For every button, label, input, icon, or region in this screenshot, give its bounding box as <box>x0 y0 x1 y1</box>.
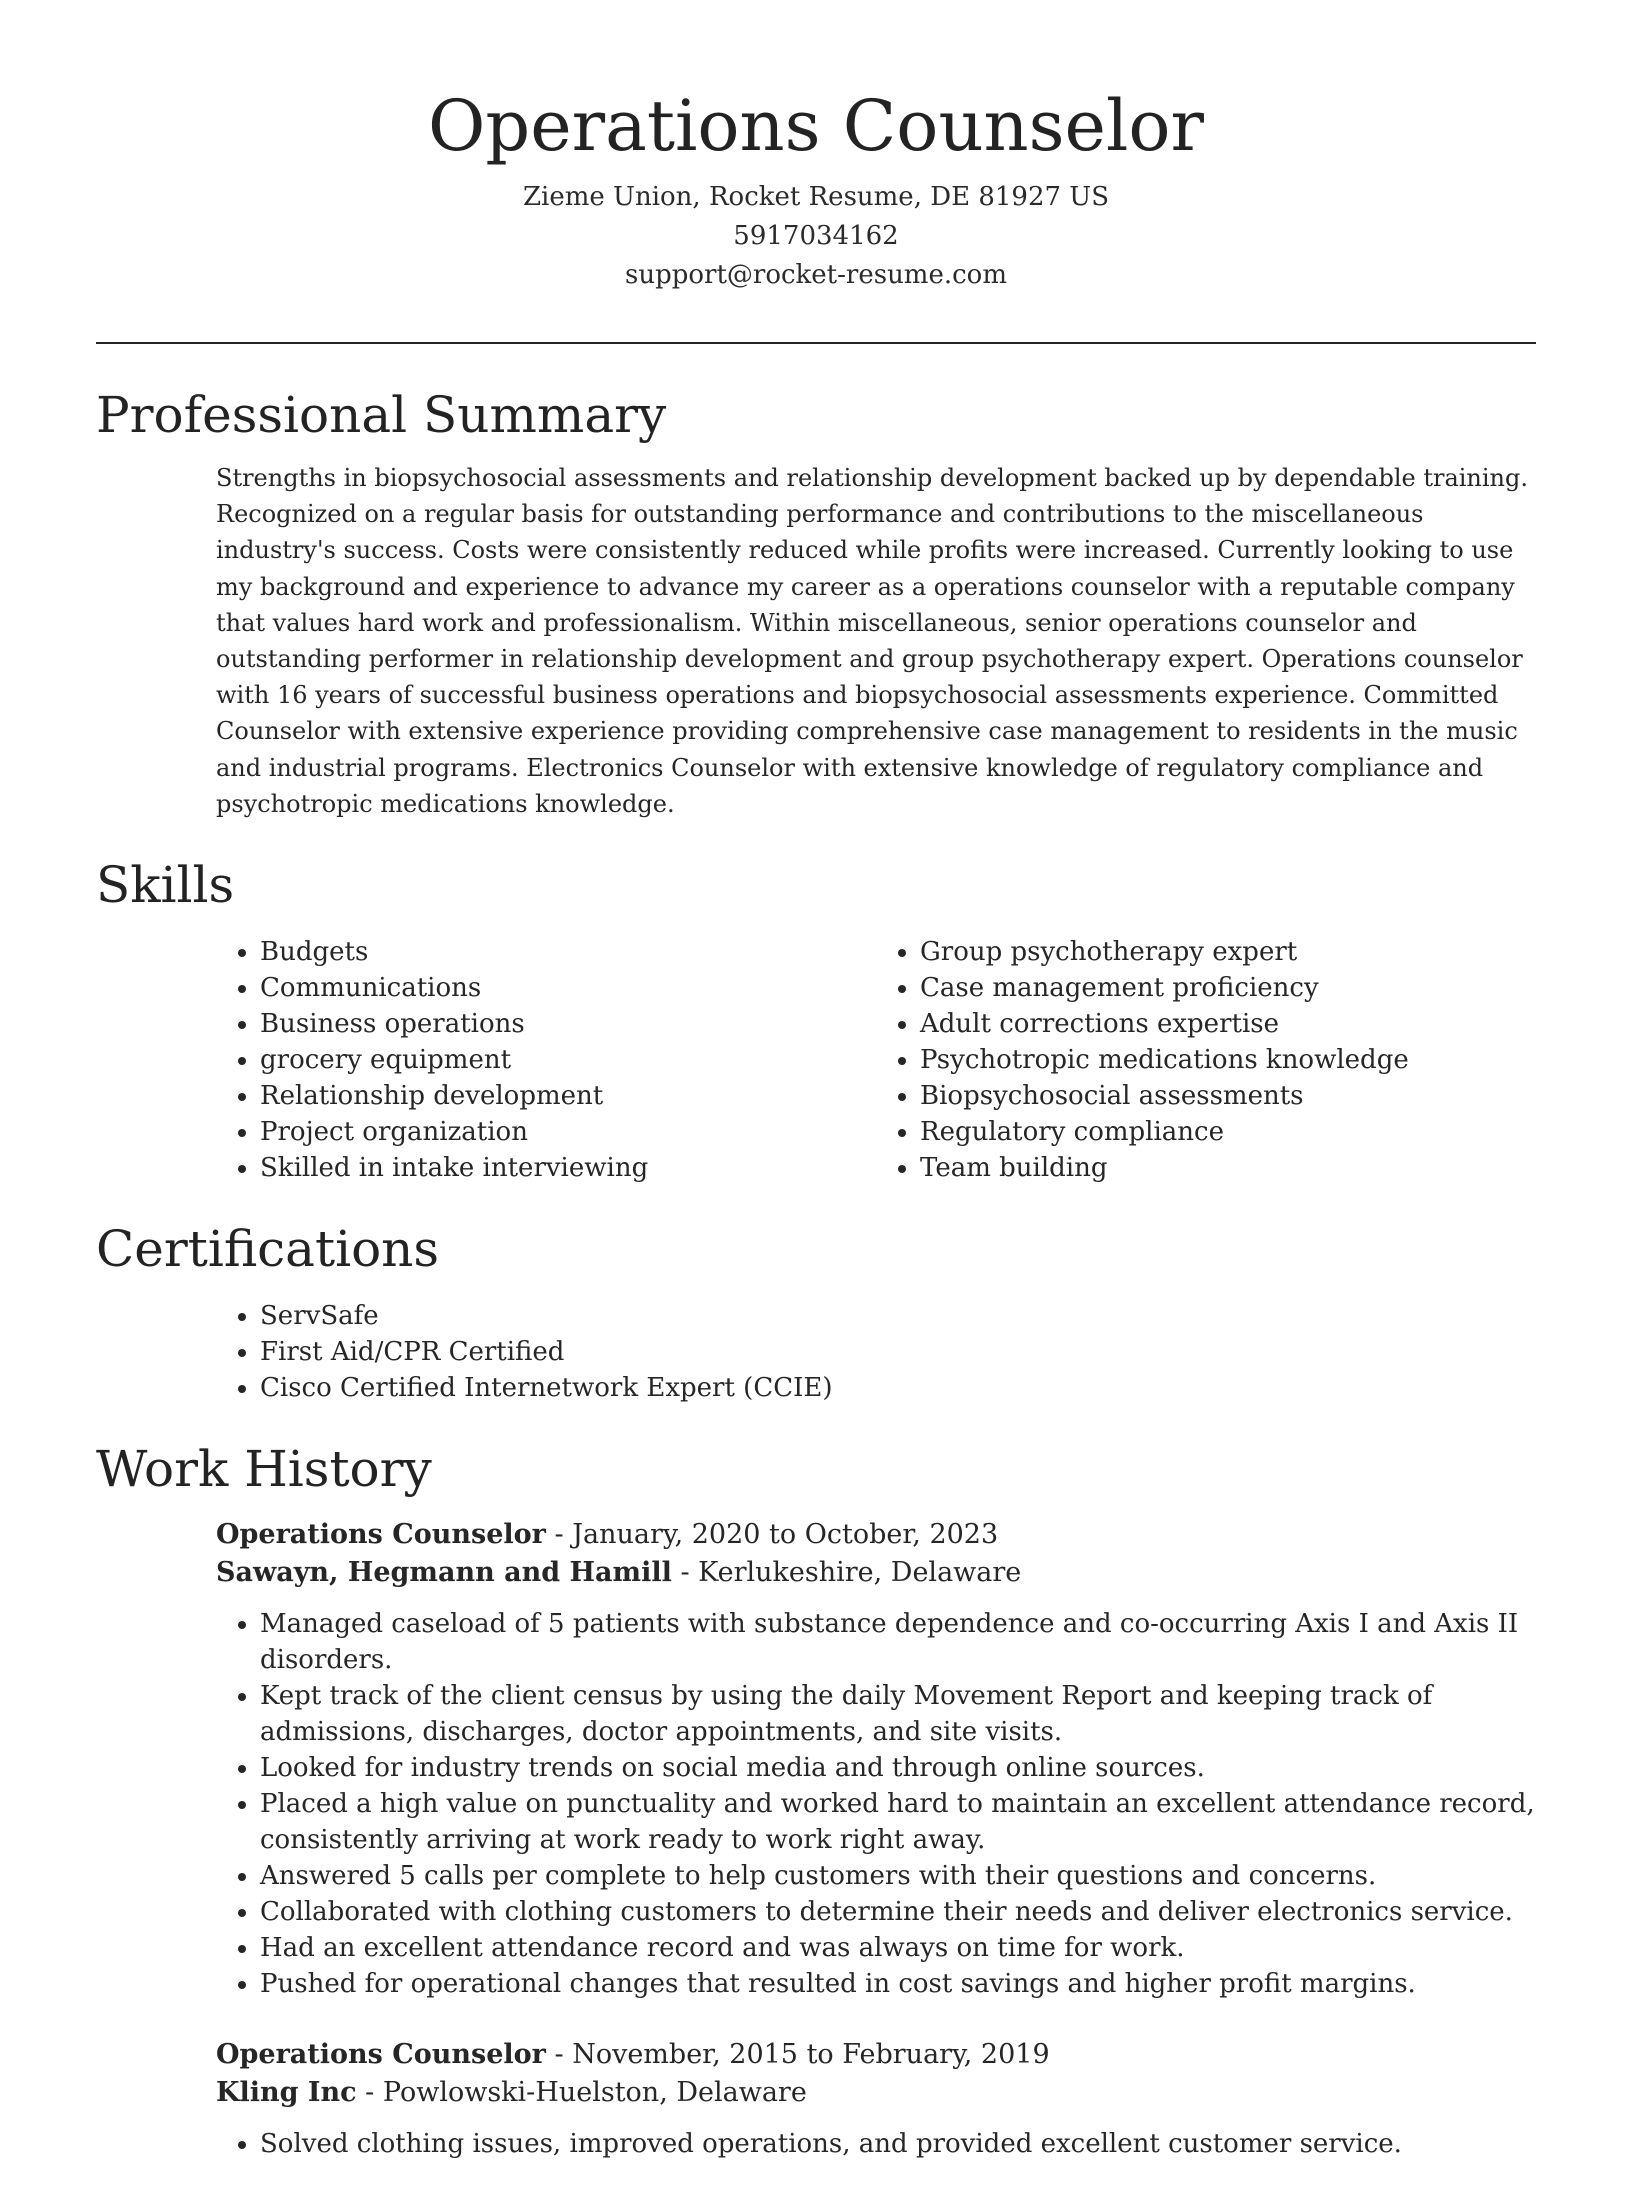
job-company: Sawayn, Hegmann and Hamill <box>216 1557 672 1589</box>
job-bullet: • Managed caseload of 5 patients with substance dependence and co-occurring Axis I and Axis II disorders. <box>260 1606 1536 1678</box>
job-bullet: • Pushed for operational changes that resulted in cost savings and higher profit margins. <box>260 1966 1536 2002</box>
job-bullet: • Looked for industry trends on social media and through online sources. <box>260 1750 1536 1786</box>
skill-item: • Project organization <box>260 1114 876 1150</box>
skill-item: • Relationship development <box>260 1078 876 1114</box>
resume-content <box>96 380 1536 2196</box>
skill-item: • Communications <box>260 970 876 1006</box>
skill-item: • Business operations <box>260 1006 876 1042</box>
skill-item: • grocery equipment <box>260 1042 876 1078</box>
job-company-line <box>216 2074 1536 2112</box>
skill-item: • Psychotropic medications knowledge <box>920 1042 1536 1078</box>
job-bullet: • Had an excellent attendance record and was always on time for work. <box>260 1930 1536 1966</box>
summary-heading: Professional Summary <box>96 386 667 444</box>
summary-text: Strengths in biopsychosocial assessments and relationship development backed up by dependable training. Recognized on a regular basis for outstanding performance and contributions to the miscellaneous industry's success. Costs were consistently reduced while profits were increased. Currently looking to use my background and experience to advance my career as a operations counselor with a reputable company that values hard work and professionalism. Within miscellaneous, senior operations counselor and outstanding performer in relationship development and group psychotherapy expert. Operations counselor with 16 years of successful business operations and biopsychosocial assessments experience. Committed Counselor with extensive experience providing comprehensive case management to residents in the music and industrial programs. Electronics Counselor with extensive knowledge of regulatory compliance and psychotropic medications knowledge. <box>216 464 1529 818</box>
skill-item: • Adult corrections expertise <box>920 1006 1536 1042</box>
work-history-heading: Work History <box>96 1440 432 1499</box>
contact-info <box>0 178 1632 295</box>
skills-heading: Skills <box>96 856 235 915</box>
job-bullets <box>216 1606 1536 2002</box>
job-location: - Powlowski-Huelston, Delaware <box>356 2077 807 2109</box>
contact-email: support@rocket-resume.com <box>624 260 1007 290</box>
job-company-line <box>216 1554 1536 1592</box>
job-entry <box>216 2036 1536 2162</box>
candidate-name: Operations Counselor <box>428 85 1204 167</box>
work-history-section <box>96 1434 1536 2162</box>
certifications-section <box>96 1214 1536 1406</box>
certifications-heading: Certifications <box>96 1220 440 1279</box>
skills-section <box>96 850 1536 1186</box>
skill-item: • Budgets <box>260 934 876 970</box>
job-company: Kling Inc <box>216 2077 357 2109</box>
certifications-list <box>216 1298 1536 1406</box>
job-location: - Kerlukeshire, Delaware <box>671 1557 1022 1589</box>
skill-item: • Biopsychosocial assessments <box>920 1078 1536 1114</box>
job-entry <box>216 1516 1536 2002</box>
job-dates: - November, 2015 to February, 2019 <box>545 2039 1050 2071</box>
skills-grid <box>216 934 1536 1186</box>
contact-phone: 5917034162 <box>733 221 899 251</box>
job-bullets <box>216 2126 1536 2162</box>
skill-item: • Regulatory compliance <box>920 1114 1536 1150</box>
contact-address: Zieme Union, Rocket Resume, DE 81927 US <box>522 182 1110 212</box>
job-title-line <box>216 2036 1536 2074</box>
header-divider <box>96 342 1536 344</box>
certification-item: • ServSafe <box>260 1298 1536 1334</box>
skill-item: • Skilled in intake interviewing <box>260 1150 876 1186</box>
job-dates: - January, 2020 to October, 2023 <box>545 1519 999 1551</box>
job-bullet: • Collaborated with clothing customers to determine their needs and deliver electronics service. <box>260 1894 1536 1930</box>
skills-list-left <box>216 934 876 1186</box>
job-bullet: • Placed a high value on punctuality and worked hard to maintain an excellent attendance record, consistently arriving at work ready to work right away. <box>260 1786 1536 1858</box>
job-title: Operations Counselor <box>216 2039 546 2071</box>
skills-list-right <box>876 934 1536 1186</box>
certification-item: • First Aid/CPR Certified <box>260 1334 1536 1370</box>
job-bullet: • Kept track of the client census by using the daily Movement Report and keeping track of admissions, discharges, doctor appointments, and site visits. <box>260 1678 1536 1750</box>
job-title: Operations Counselor <box>216 1519 546 1551</box>
certification-item: • Cisco Certified Internetwork Expert (CCIE) <box>260 1370 1536 1406</box>
job-bullet: • Solved clothing issues, improved operations, and provided excellent customer service. <box>260 2126 1536 2162</box>
skill-item: • Group psychotherapy expert <box>920 934 1536 970</box>
resume-header <box>0 0 1632 295</box>
skill-item: • Case management proficiency <box>920 970 1536 1006</box>
skill-item: • Team building <box>920 1150 1536 1186</box>
job-title-line <box>216 1516 1536 1554</box>
job-bullet: • Answered 5 calls per complete to help customers with their questions and concerns. <box>260 1858 1536 1894</box>
summary-section <box>96 380 1536 822</box>
